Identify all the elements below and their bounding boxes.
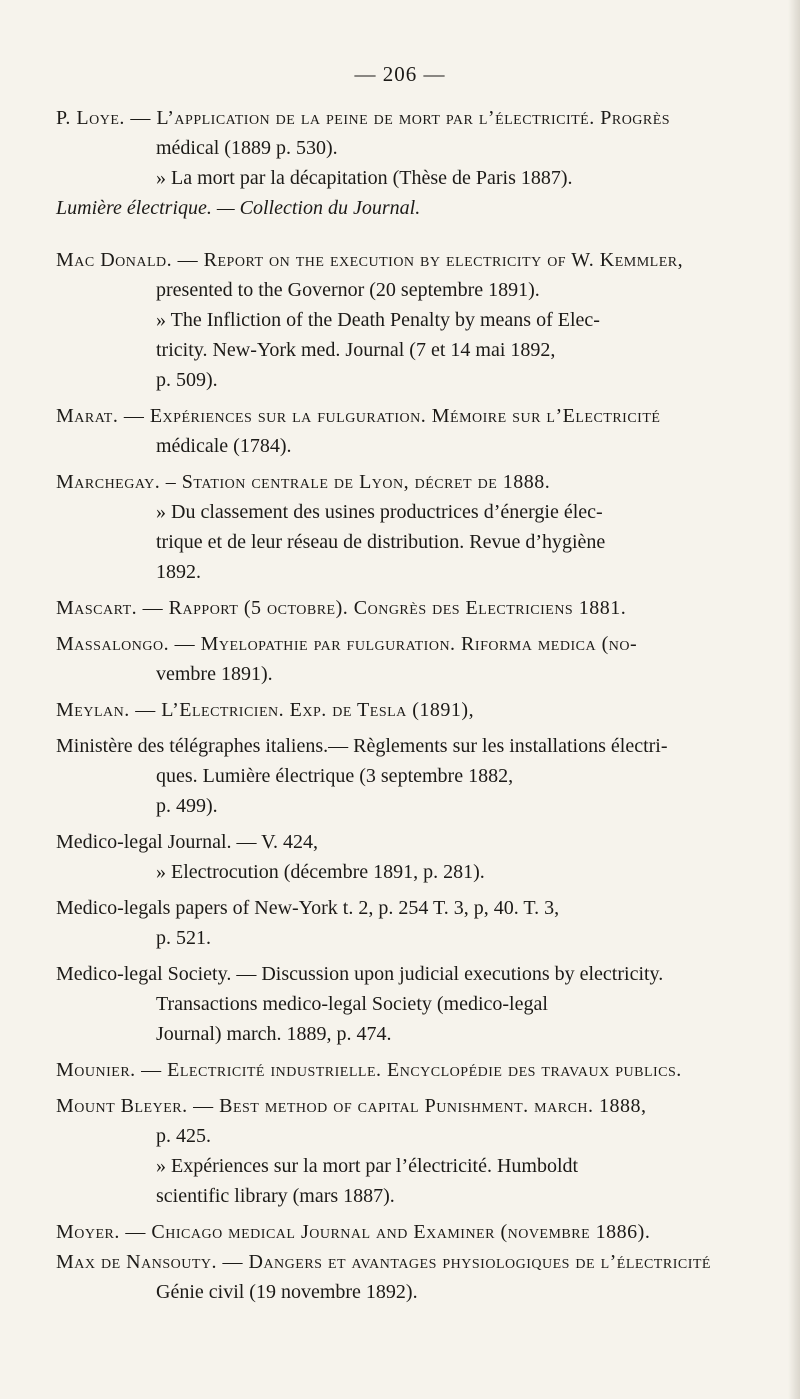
bibliography-entry-ministere <box>56 731 768 821</box>
entry-line: médicale (1784). <box>156 435 292 457</box>
bibliography-list <box>56 103 768 1307</box>
entry-line: Génie civil (19 novembre 1892). <box>156 1281 418 1303</box>
entry-line: » The Infliction of the Death Penalty by means of Elec- <box>156 309 600 331</box>
entry-line: Mascart. — Rapport (5 octobre). Congrès des Electriciens 1881. <box>56 597 627 619</box>
entry-line: » La mort par la décapitation (Thèse de Paris 1887). <box>156 167 573 189</box>
bibliography-entry-meylan <box>56 695 768 725</box>
entry-line: Medico-legal Society. — Discussion upon judicial executions by electricity. <box>56 963 664 985</box>
entry-line: p. 521. <box>156 927 211 949</box>
bibliography-entry-lumiere <box>56 193 768 223</box>
bibliography-entry-marat <box>56 401 768 461</box>
bibliography-entry-mac-donald <box>56 245 768 395</box>
bibliography-entry-mount-bleyer <box>56 1091 768 1211</box>
entry-line: Mac Donald. — Report on the execution by electricity of W. Kemmler, <box>56 249 684 271</box>
entry-line: Medico-legals papers of New-York t. 2, p. 254 T. 3, p, 40. T. 3, <box>56 897 560 919</box>
entry-line: p. 509). <box>156 369 218 391</box>
entry-line: P. Loye. — L’application de la peine de mort par l’électricité. Progrès <box>56 107 671 129</box>
entry-line: » Electrocution (décembre 1891, p. 281). <box>156 861 485 883</box>
bibliography-entry-loye <box>56 103 768 193</box>
entry-line: Transactions medico-legal Society (medico-legal <box>156 993 548 1015</box>
entry-line: p. 499). <box>156 795 218 817</box>
entry-line: 1892. <box>156 561 201 583</box>
page-edge-shadow <box>788 0 800 1399</box>
entry-line: vembre 1891). <box>156 663 273 685</box>
entry-line: Ministère des télégraphes italiens.— Règlements sur les installations électri- <box>56 735 668 757</box>
bibliography-entry-medico-legal-society <box>56 959 768 1049</box>
entry-line: Medico-legal Journal. — V. 424, <box>56 831 319 853</box>
page-number: — 206 — <box>354 62 446 86</box>
entry-line: Mounier. — Electricité industrielle. Encyclopédie des travaux publics. <box>56 1059 682 1081</box>
entry-line: Mount Bleyer. — Best method of capital Punishment. march. 1888, <box>56 1095 647 1117</box>
entry-line: Meylan. — L’Electricien. Exp. de Tesla (1891), <box>56 699 475 721</box>
entry-line: p. 425. <box>156 1125 211 1147</box>
bibliography-entry-marchegay <box>56 467 768 587</box>
entry-line: » Expériences sur la mort par l’électricité. Humboldt <box>156 1155 579 1177</box>
entry-line: Journal) march. 1889, p. 474. <box>156 1023 392 1045</box>
entry-line: Moyer. — Chicago medical Journal and Examiner (novembre 1886). <box>56 1221 651 1243</box>
bibliography-entry-medico-legal-journal <box>56 827 768 887</box>
entry-line: scientific library (mars 1887). <box>156 1185 395 1207</box>
entry-line: Marat. — Expériences sur la fulguration. Mémoire sur l’Electricité <box>56 405 661 427</box>
bibliography-entry-moyer <box>56 1217 768 1307</box>
entry-line: Lumière électrique. — Collection du Journal. <box>56 197 421 219</box>
entry-line: ques. Lumière électrique (3 septembre 1882, <box>156 765 514 787</box>
bibliography-entry-mounier <box>56 1055 768 1085</box>
bibliography-entry-medico-legals-papers <box>56 893 768 953</box>
entry-line: Max de Nansouty. — Dangers et avantages physiologiques de l’électricité <box>56 1251 711 1273</box>
entry-line: » Du classement des usines productrices d’énergie élec- <box>156 501 603 523</box>
entry-line: Marchegay. – Station centrale de Lyon, décret de 1888. <box>56 471 551 493</box>
entry-line: médical (1889 p. 530). <box>156 137 338 159</box>
entry-line: tricity. New-York med. Journal (7 et 14 mai 1892, <box>156 339 556 361</box>
entry-line: trique et de leur réseau de distribution. Revue d’hygiène <box>156 531 606 553</box>
entry-line: presented to the Governor (20 septembre 1891). <box>156 279 540 301</box>
bibliography-entry-mascart <box>56 593 768 623</box>
bibliography-entry-massalongo <box>56 629 768 689</box>
entry-line: Massalongo. — Myelopathie par fulguration. Riforma medica (no- <box>56 633 638 655</box>
